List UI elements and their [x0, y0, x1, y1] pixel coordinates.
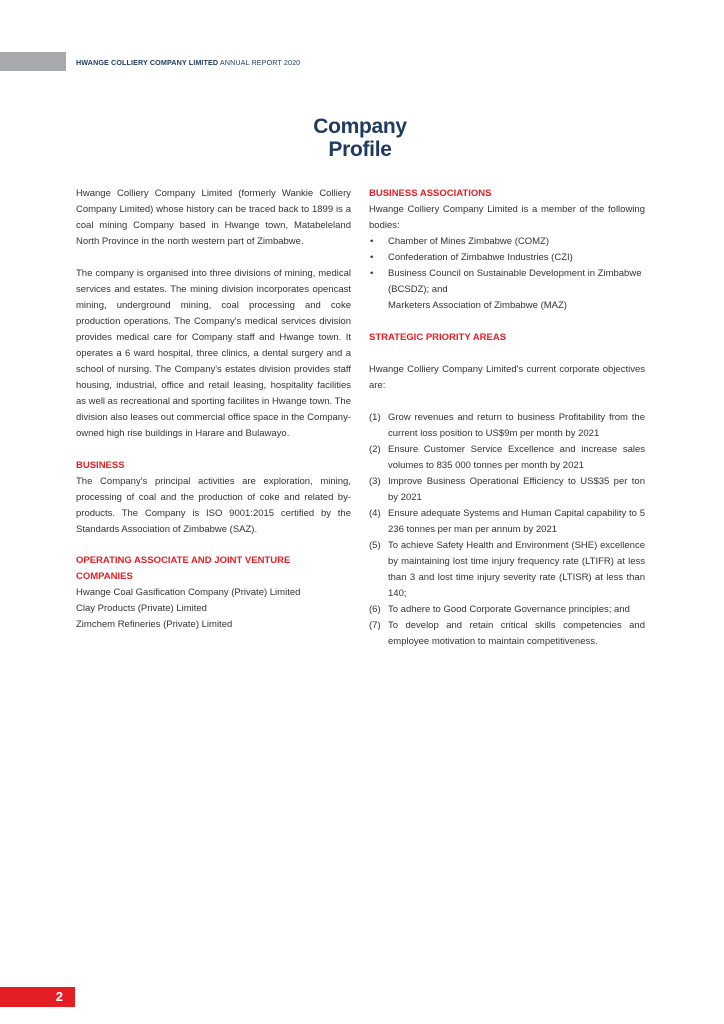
- objective-text: Improve Business Operational Efficiency to US$35 per ton by 2021: [388, 476, 645, 503]
- objective-number: (7): [369, 620, 381, 631]
- list-item: [369, 618, 645, 650]
- intro-paragraph: Hwange Colliery Company Limited (formerly Wankie Colliery Company Limited) whose history can be traced back to 1899 is a coal mining Company based in Hwange town, Matabeleland North Province in the north western part of Zimbabwe.: [76, 188, 351, 247]
- business-associations-heading: BUSINESS ASSOCIATIONS: [369, 188, 492, 199]
- objectives-list: [369, 410, 645, 650]
- associations-intro: Hwange Colliery Company Limited is a member of the following bodies:: [369, 204, 645, 231]
- objective-number: (2): [369, 444, 381, 455]
- association-name: Chamber of Mines Zimbabwe (COMZ): [388, 236, 550, 247]
- business-heading: BUSINESS: [76, 460, 125, 471]
- page-number: 2: [55, 989, 63, 1004]
- list-item: [369, 602, 645, 618]
- right-column: [369, 186, 645, 650]
- objective-text: To develop and retain critical skills competencies and employee motivation to maintain competitiveness.: [388, 620, 645, 647]
- associations-list: [369, 234, 645, 298]
- objective-number: (6): [369, 604, 381, 615]
- list-item: [369, 410, 645, 442]
- association-name: Confederation of Zimbabwe Industries (CZI): [388, 252, 573, 263]
- association-name: Business Council on Sustainable Development in Zimbabwe (BCSDZ); and: [388, 268, 642, 295]
- list-item: [369, 266, 645, 298]
- strategy-intro: Hwange Colliery Company Limited's current corporate objectives are:: [369, 364, 645, 391]
- objective-text: Ensure Customer Service Excellence and increase sales volumes to 835 000 tonnes per month by 2021: [388, 444, 645, 471]
- page-title-line-1: Company: [313, 115, 407, 138]
- list-item: [369, 538, 645, 602]
- strategic-priority-heading: STRATEGIC PRIORITY AREAS: [369, 332, 507, 343]
- list-item: [369, 250, 645, 266]
- objective-text: To adhere to Good Corporate Governance principles; and: [388, 604, 630, 615]
- associates-heading-line-1: OPERATING ASSOCIATE AND JOINT VENTURE: [76, 555, 291, 566]
- list-item: [369, 442, 645, 474]
- header-report-name: ANNUAL REPORT 2020: [219, 58, 301, 67]
- list-item: [369, 234, 645, 250]
- objective-text: Ensure adequate Systems and Human Capital capability to 5 236 tonnes per man per annum by 2021: [388, 508, 645, 535]
- objective-number: (3): [369, 476, 381, 487]
- business-paragraph: The Company's principal activities are exploration, mining, processing of coal and the production of coke and related by-products. The Company is ISO 9001:2015 certified by the Standards Association of Zimbabwe (SAZ).: [76, 476, 351, 535]
- list-item: [369, 474, 645, 506]
- associate-company: Hwange Coal Gasification Company (Private) Limited: [76, 587, 301, 598]
- page-title-line-2: Profile: [328, 138, 392, 161]
- objective-text: Grow revenues and return to business Profitability from the current loss position to US$9m per month by 2021: [388, 412, 645, 439]
- left-column: [76, 186, 351, 633]
- associate-company: Zimchem Refineries (Private) Limited: [76, 619, 233, 630]
- association-name-continued: Marketers Association of Zimbabwe (MAZ): [388, 300, 567, 311]
- objective-number: (4): [369, 508, 381, 519]
- objective-number: (1): [369, 412, 381, 423]
- header-accent-bar: [0, 52, 66, 71]
- objective-number: (5): [369, 540, 381, 551]
- header-company-name: HWANGE COLLIERY COMPANY LIMITED: [76, 58, 219, 67]
- page-number-tab: [0, 987, 75, 1007]
- bullet-icon: •: [370, 268, 374, 279]
- list-item: [369, 506, 645, 538]
- associate-company: Clay Products (Private) Limited: [76, 603, 207, 614]
- bullet-icon: •: [370, 252, 374, 263]
- bullet-icon: •: [370, 236, 374, 247]
- divisions-paragraph: The company is organised into three divisions of mining, medical services and estates. The mining division incorporates opencast mining, underground mining, coal processing and coke production operations. The Company's medical services division provides medical care for Company staff and Hwange town. It operates a 6 ward hospital, three clinics, a dental surgery and a school of nursing. The Company's estates division provides staff housing, industrial, office and retail leasing, hospitality facilities as well as recreational and sporting facilites in Hwange town. The division also leases out commercial office space in the Company-owned high rise buildings in Harare and Bulawayo.: [76, 268, 351, 439]
- objective-text: To achieve Safety Health and Environment (SHE) excellence by maintaining lost time injury frequency rate (LTIFR) at less than 3 and lost time injury severity rate (LTISR) at less than 140;: [388, 540, 645, 599]
- running-header: [76, 58, 300, 67]
- associates-heading-line-2: COMPANIES: [76, 571, 133, 582]
